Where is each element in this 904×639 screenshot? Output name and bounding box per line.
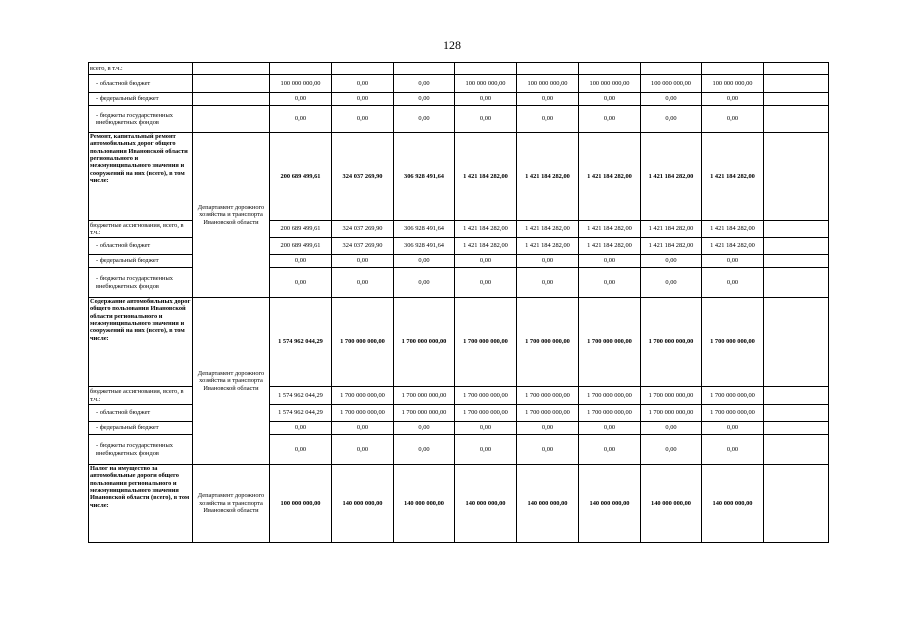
- value-cell: 0,00: [579, 422, 641, 435]
- value-cell: [764, 422, 829, 435]
- value-cell: 1 700 000 000,00: [702, 387, 764, 405]
- department-cell: Департамент дорожного хозяйства и транспорта Ивановской области: [193, 465, 270, 543]
- value-cell: 0,00: [332, 422, 394, 435]
- value-cell: 1 421 184 282,00: [702, 133, 764, 221]
- value-cell: 100 000 000,00: [579, 75, 641, 93]
- value-cell: [764, 268, 829, 298]
- budget-table: [88, 62, 829, 543]
- value-cell: 100 000 000,00: [517, 75, 579, 93]
- value-cell: 0,00: [702, 422, 764, 435]
- value-cell: 0,00: [579, 106, 641, 133]
- value-cell: 1 700 000 000,00: [579, 387, 641, 405]
- value-cell: 0,00: [394, 106, 455, 133]
- value-cell: 1 700 000 000,00: [517, 405, 579, 422]
- value-cell: 0,00: [332, 435, 394, 465]
- value-cell: 1 421 184 282,00: [579, 238, 641, 255]
- value-cell: 140 000 000,00: [517, 465, 579, 543]
- value-cell: 1 700 000 000,00: [702, 405, 764, 422]
- row-label: - бюджеты государственных внебюджетных фондов: [89, 268, 193, 298]
- value-cell: 140 000 000,00: [455, 465, 517, 543]
- value-cell: 100 000 000,00: [702, 75, 764, 93]
- value-cell: 140 000 000,00: [641, 465, 702, 543]
- row-label: бюджетные ассигнования, всего, в т.ч.:: [89, 221, 193, 238]
- value-cell: 140 000 000,00: [579, 465, 641, 543]
- value-cell: [764, 63, 829, 75]
- value-cell: 100 000 000,00: [455, 75, 517, 93]
- value-cell: 140 000 000,00: [332, 465, 394, 543]
- department-cell: Департамент дорожного хозяйства и транспорта Ивановской области: [193, 298, 270, 465]
- row-label: - бюджеты государственных внебюджетных фондов: [89, 435, 193, 465]
- value-cell: 0,00: [517, 422, 579, 435]
- value-cell: 0,00: [641, 106, 702, 133]
- value-cell: 1 700 000 000,00: [394, 405, 455, 422]
- value-cell: 1 700 000 000,00: [517, 387, 579, 405]
- value-cell: 0,00: [702, 268, 764, 298]
- value-cell: 1 421 184 282,00: [579, 221, 641, 238]
- row-label: всего, в т.ч.:: [89, 63, 193, 75]
- row-label: - федеральный бюджет: [89, 422, 193, 435]
- value-cell: [764, 238, 829, 255]
- value-cell: 0,00: [394, 93, 455, 106]
- value-cell: 1 700 000 000,00: [641, 387, 702, 405]
- value-cell: 0,00: [579, 435, 641, 465]
- value-cell: 0,00: [270, 435, 332, 465]
- department-cell: Департамент дорожного хозяйства и транспорта Ивановской области: [193, 133, 270, 298]
- value-cell: 1 421 184 282,00: [641, 238, 702, 255]
- value-cell: 140 000 000,00: [394, 465, 455, 543]
- value-cell: 0,00: [517, 435, 579, 465]
- value-cell: 1 421 184 282,00: [579, 133, 641, 221]
- value-cell: 0,00: [270, 422, 332, 435]
- value-cell: 0,00: [394, 435, 455, 465]
- value-cell: 0,00: [394, 75, 455, 93]
- value-cell: 0,00: [455, 422, 517, 435]
- value-cell: 1 700 000 000,00: [332, 387, 394, 405]
- value-cell: 0,00: [270, 255, 332, 268]
- value-cell: 0,00: [641, 435, 702, 465]
- value-cell: 0,00: [702, 435, 764, 465]
- value-cell: 1 421 184 282,00: [702, 238, 764, 255]
- value-cell: 1 700 000 000,00: [332, 298, 394, 387]
- value-cell: 100 000 000,00: [270, 465, 332, 543]
- value-cell: 306 928 491,64: [394, 133, 455, 221]
- value-cell: 0,00: [270, 106, 332, 133]
- value-cell: 1 421 184 282,00: [702, 221, 764, 238]
- value-cell: 1 421 184 282,00: [517, 221, 579, 238]
- value-cell: [764, 75, 829, 93]
- value-cell: [702, 63, 764, 75]
- value-cell: [764, 255, 829, 268]
- row-label: - областной бюджет: [89, 75, 193, 93]
- value-cell: 0,00: [332, 255, 394, 268]
- value-cell: 0,00: [332, 106, 394, 133]
- table-row: [89, 298, 829, 387]
- value-cell: 306 928 491,64: [394, 238, 455, 255]
- department-cell: [193, 106, 270, 133]
- value-cell: 0,00: [579, 93, 641, 106]
- value-cell: 0,00: [270, 93, 332, 106]
- row-label: бюджетные ассигнования, всего, в т.ч.:: [89, 387, 193, 405]
- value-cell: 1 700 000 000,00: [394, 387, 455, 405]
- value-cell: 1 421 184 282,00: [641, 221, 702, 238]
- row-label: - федеральный бюджет: [89, 93, 193, 106]
- row-label: - областной бюджет: [89, 238, 193, 255]
- value-cell: [764, 435, 829, 465]
- value-cell: 100 000 000,00: [641, 75, 702, 93]
- value-cell: 0,00: [641, 93, 702, 106]
- department-cell: [193, 63, 270, 75]
- value-cell: 0,00: [332, 93, 394, 106]
- department-cell: [193, 75, 270, 93]
- value-cell: 0,00: [332, 268, 394, 298]
- value-cell: [517, 63, 579, 75]
- row-label: - федеральный бюджет: [89, 255, 193, 268]
- value-cell: 1 421 184 282,00: [455, 133, 517, 221]
- value-cell: 324 037 269,90: [332, 238, 394, 255]
- value-cell: 0,00: [702, 93, 764, 106]
- value-cell: 1 700 000 000,00: [455, 298, 517, 387]
- value-cell: 0,00: [455, 268, 517, 298]
- value-cell: 0,00: [579, 255, 641, 268]
- row-label: Налог на имущество за автомобильные дороги общего пользования регионального и межмуниципального значения Ивановской области (всего), в том числе:: [89, 465, 193, 543]
- value-cell: 1 700 000 000,00: [332, 405, 394, 422]
- value-cell: 1 700 000 000,00: [579, 405, 641, 422]
- value-cell: [579, 63, 641, 75]
- table-row: [89, 75, 829, 93]
- table-row: [89, 133, 829, 221]
- value-cell: [394, 63, 455, 75]
- value-cell: 0,00: [641, 268, 702, 298]
- value-cell: 1 574 962 044,29: [270, 387, 332, 405]
- value-cell: 1 421 184 282,00: [641, 133, 702, 221]
- row-label: Содержание автомобильных дорог общего пользования Ивановской области регионального и межмуниципального значения и сооружений на них (всего), в том числе:: [89, 298, 193, 387]
- value-cell: 0,00: [517, 268, 579, 298]
- value-cell: 200 689 499,61: [270, 133, 332, 221]
- value-cell: 1 574 962 044,29: [270, 298, 332, 387]
- table-row: [89, 63, 829, 75]
- value-cell: [764, 465, 829, 543]
- table-row: [89, 465, 829, 543]
- value-cell: 0,00: [394, 255, 455, 268]
- value-cell: [764, 133, 829, 221]
- value-cell: 0,00: [455, 93, 517, 106]
- value-cell: 0,00: [270, 268, 332, 298]
- value-cell: 200 689 499,61: [270, 221, 332, 238]
- value-cell: 0,00: [702, 106, 764, 133]
- value-cell: [764, 93, 829, 106]
- row-label: Ремонт, капитальный ремонт автомобильных дорог общего пользования Ивановской области регионального и межмуниципального значения и сооружений на них (всего), в том числе:: [89, 133, 193, 221]
- value-cell: [764, 405, 829, 422]
- page-number: 128: [443, 38, 461, 52]
- value-cell: 1 421 184 282,00: [455, 238, 517, 255]
- value-cell: 324 037 269,90: [332, 133, 394, 221]
- value-cell: 1 700 000 000,00: [455, 405, 517, 422]
- value-cell: 0,00: [641, 422, 702, 435]
- value-cell: 1 421 184 282,00: [455, 221, 517, 238]
- value-cell: 200 689 499,61: [270, 238, 332, 255]
- value-cell: 100 000 000,00: [270, 75, 332, 93]
- value-cell: 0,00: [579, 268, 641, 298]
- value-cell: 1 700 000 000,00: [702, 298, 764, 387]
- value-cell: [764, 387, 829, 405]
- value-cell: 1 574 962 044,29: [270, 405, 332, 422]
- value-cell: 140 000 000,00: [702, 465, 764, 543]
- value-cell: 1 700 000 000,00: [641, 298, 702, 387]
- value-cell: 0,00: [455, 435, 517, 465]
- value-cell: 0,00: [332, 75, 394, 93]
- value-cell: [764, 106, 829, 133]
- value-cell: 0,00: [517, 255, 579, 268]
- value-cell: 0,00: [517, 106, 579, 133]
- value-cell: [270, 63, 332, 75]
- row-label: - бюджеты государственных внебюджетных фондов: [89, 106, 193, 133]
- value-cell: 1 700 000 000,00: [579, 298, 641, 387]
- value-cell: 306 928 491,64: [394, 221, 455, 238]
- value-cell: 0,00: [394, 422, 455, 435]
- row-label: - областной бюджет: [89, 405, 193, 422]
- value-cell: 0,00: [394, 268, 455, 298]
- value-cell: [455, 63, 517, 75]
- value-cell: 0,00: [517, 93, 579, 106]
- value-cell: [332, 63, 394, 75]
- value-cell: 1 421 184 282,00: [517, 238, 579, 255]
- value-cell: 0,00: [641, 255, 702, 268]
- value-cell: [764, 298, 829, 387]
- value-cell: [764, 221, 829, 238]
- table-row: [89, 93, 829, 106]
- value-cell: 0,00: [455, 106, 517, 133]
- department-cell: [193, 93, 270, 106]
- value-cell: 1 700 000 000,00: [394, 298, 455, 387]
- value-cell: 1 421 184 282,00: [517, 133, 579, 221]
- table-row: [89, 106, 829, 133]
- value-cell: 1 700 000 000,00: [517, 298, 579, 387]
- value-cell: 1 700 000 000,00: [455, 387, 517, 405]
- value-cell: 1 700 000 000,00: [641, 405, 702, 422]
- value-cell: 0,00: [702, 255, 764, 268]
- value-cell: [641, 63, 702, 75]
- value-cell: 0,00: [455, 255, 517, 268]
- value-cell: 324 037 269,90: [332, 221, 394, 238]
